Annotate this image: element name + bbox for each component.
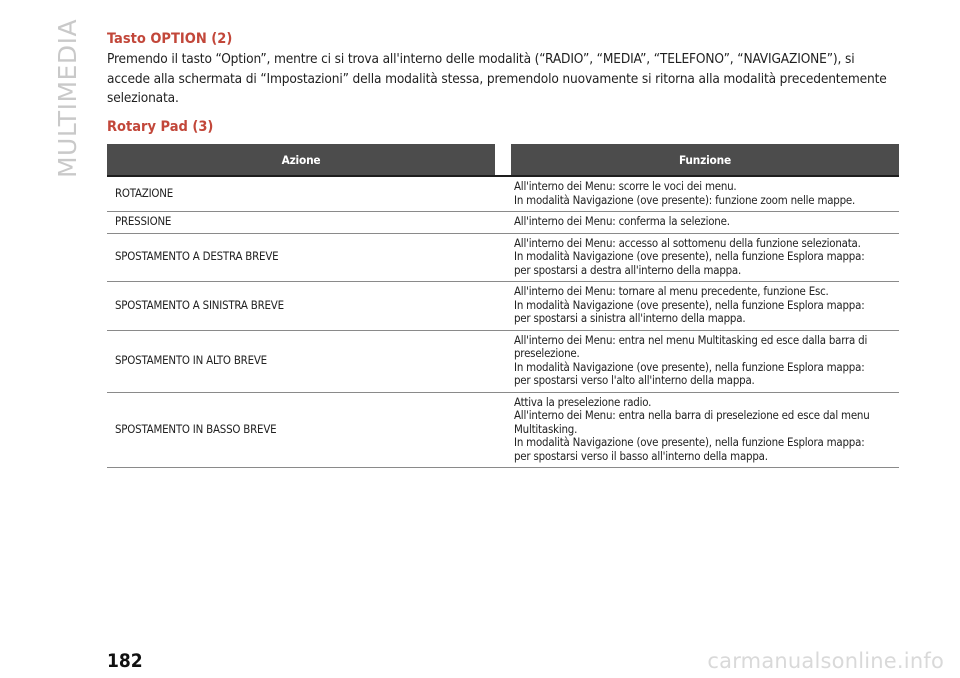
- cell-azione: SPOSTAMENTO A DESTRA BREVE: [107, 233, 495, 282]
- section-side-label: [52, 18, 84, 178]
- table-row: [107, 392, 899, 468]
- table-row: [107, 233, 899, 282]
- funzione-line: All'interno dei Menu: entra nel menu Multitasking ed esce dalla barra di: [514, 332, 868, 347]
- table-row: [107, 330, 899, 392]
- section-title-rotary-pad: Rotary Pad (3): [107, 118, 214, 135]
- header-azione: Azione: [107, 144, 495, 176]
- funzione-line: preselezione.: [514, 346, 580, 360]
- cell-gap: [495, 212, 511, 234]
- cell-azione: PRESSIONE: [107, 212, 495, 234]
- cell-azione: SPOSTAMENTO IN ALTO BREVE: [107, 330, 495, 392]
- funzione-line: Attiva la preselezione radio.: [514, 394, 652, 409]
- rotary-pad-table: [107, 144, 899, 468]
- funzione-line: All'interno dei Menu: entra nella barra di preselezione ed esce dal menu: [514, 408, 870, 422]
- option-description: Premendo il tasto “Option”, mentre ci si trova all'interno delle modalità (“RADIO”, “MEDIA”, “TELEFONO”, “NAVIGAZIONE”), si accede alla schermata di “Impostazioni” della modalità stessa, premendolo nuovamente si ritorna alla modalità precedentemente selezionata.: [107, 51, 887, 106]
- cell-gap: [495, 233, 511, 282]
- side-label-text: MULTIMEDIA: [53, 18, 83, 178]
- cell-funzione: [511, 282, 899, 331]
- page-content: [107, 30, 899, 136]
- funzione-line: All'interno dei Menu: scorre le voci dei menu.: [514, 179, 737, 193]
- cell-gap: [495, 392, 511, 468]
- funzione-line: In modalità Navigazione (ove presente), nella funzione Esplora mappa:: [514, 249, 865, 263]
- funzione-line: In modalità Navigazione (ove presente), nella funzione Esplora mappa:: [514, 435, 865, 449]
- cell-azione: SPOSTAMENTO IN BASSO BREVE: [107, 392, 495, 468]
- cell-azione: ROTAZIONE: [107, 176, 495, 212]
- cell-gap: [495, 330, 511, 392]
- cell-gap: [495, 176, 511, 212]
- funzione-line: per spostarsi verso il basso all'interno della mappa.: [514, 448, 768, 463]
- cell-funzione: [511, 176, 899, 212]
- cell-azione: SPOSTAMENTO A SINISTRA BREVE: [107, 282, 495, 331]
- funzione-line: In modalità Navigazione (ove presente), nella funzione Esplora mappa:: [514, 359, 865, 374]
- page-number: 182: [107, 650, 143, 672]
- header-funzione: Funzione: [511, 144, 899, 176]
- cell-funzione: [511, 392, 899, 468]
- funzione-line: In modalità Navigazione (ove presente), nella funzione Esplora mappa:: [514, 297, 865, 312]
- section-title-option: Tasto OPTION (2): [107, 31, 233, 47]
- header-gap: [495, 144, 511, 176]
- funzione-line: All'interno dei Menu: accesso al sottomenu della funzione selezionata.: [514, 235, 861, 250]
- cell-funzione: [511, 330, 899, 392]
- funzione-line: In modalità Navigazione (ove presente): funzione zoom nelle mappe.: [514, 192, 856, 207]
- funzione-line: All'interno dei Menu: conferma la selezione.: [514, 214, 730, 228]
- table-row: [107, 282, 899, 331]
- table-header-row: [107, 144, 899, 176]
- funzione-line: Multitasking.: [514, 421, 578, 436]
- cell-funzione: [511, 233, 899, 282]
- cell-funzione: [511, 212, 899, 234]
- funzione-line: per spostarsi a sinistra all'interno della mappa.: [514, 311, 746, 325]
- funzione-line: All'interno dei Menu: tornare al menu precedente, funzione Esc.: [514, 284, 829, 298]
- funzione-line: per spostarsi verso l'alto all'interno della mappa.: [514, 373, 755, 387]
- table-body: [107, 176, 899, 468]
- table-row: [107, 212, 899, 234]
- watermark: carmanualsonline.info: [707, 649, 944, 673]
- cell-gap: [495, 282, 511, 331]
- table-row: [107, 176, 899, 212]
- funzione-line: per spostarsi a destra all'interno della mappa.: [514, 262, 742, 277]
